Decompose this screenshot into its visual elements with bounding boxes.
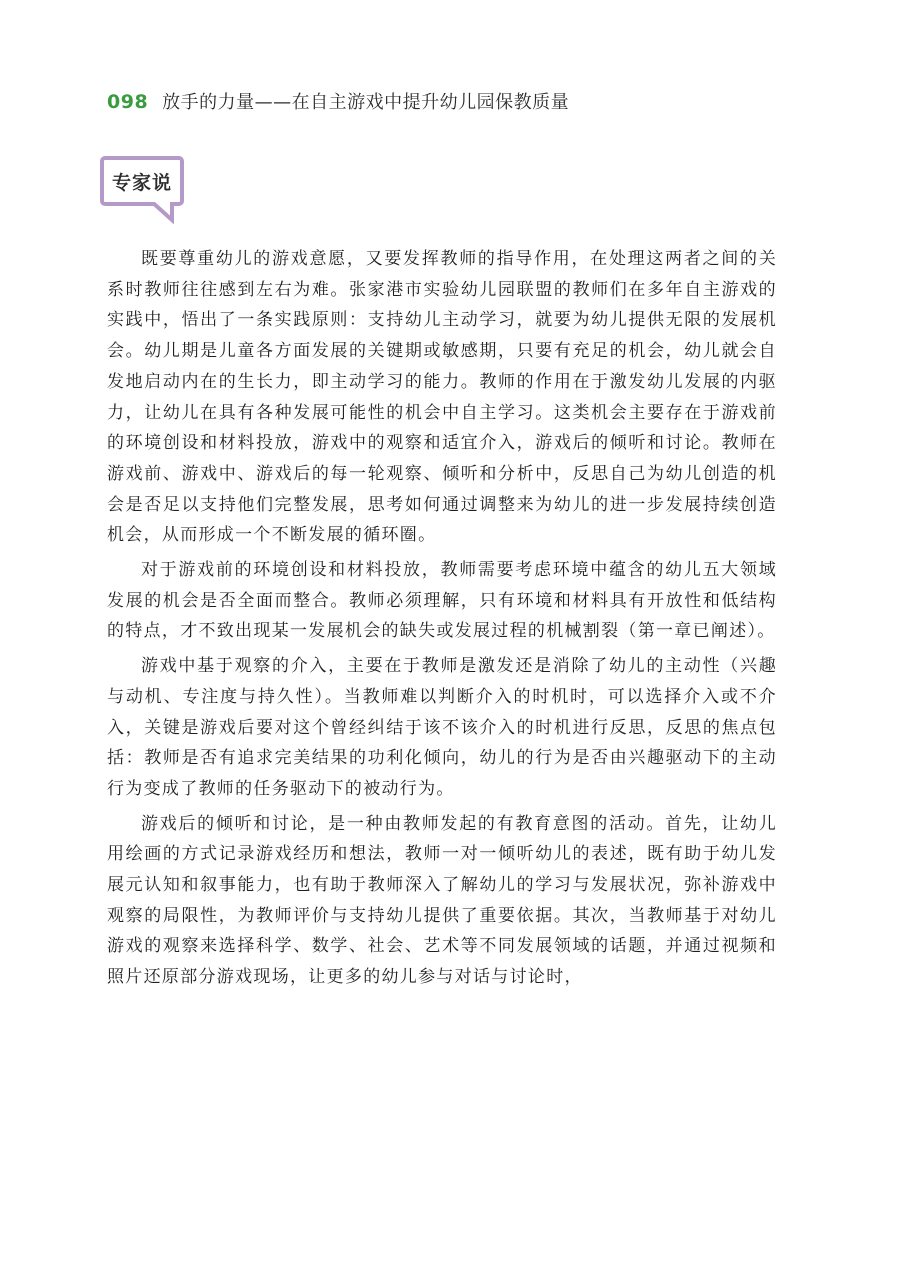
paragraph: 既要尊重幼儿的游戏意愿，又要发挥教师的指导作用，在处理这两者之间的关系时教师往往感到左右为难。张家港市实验幼儿园联盟的教师们在多年自主游戏的实践中，悟出了一条实践原则：支持幼儿主动学习，就要为幼儿提供无限的发展机会。幼儿期是儿童各方面发展的关键期或敏感期，只要有充足的机会，幼儿就会自发地启动内在的生长力，即主动学习的能力。教师的作用在于激发幼儿发展的内驱力，让幼儿在具有各种发展可能性的机会中自主学习。这类机会主要存在于游戏前的环境创设和材料投放，游戏中的观察和适宜介入，游戏后的倾听和讨论。教师在游戏前、游戏中、游戏后的每一轮观察、倾听和分析中，反思自己为幼儿创造的机会是否足以支持他们完整发展，思考如何通过调整来为幼儿的进一步发展持续创造机会，从而形成一个不断发展的循环圈。 [107, 249, 777, 546]
section-callout [100, 156, 200, 222]
paragraph: 对于游戏前的环境创设和材料投放，教师需要考虑环境中蕴含的幼儿五大领域发展的机会是否全面而整合。教师必须理解，只有环境和材料具有开放性和低结构的特点，才不致出现某一发展机会的缺失或发展过程的机械割裂（第一章已阐述）。 [107, 560, 777, 642]
paragraph: 游戏后的倾听和讨论，是一种由教师发起的有教育意图的活动。首先，让幼儿用绘画的方式记录游戏经历和想法，教师一对一倾听幼儿的表述，既有助于幼儿发展元认知和叙事能力，也有助于教师深入了解幼儿的学习与发展状况，弥补游戏中观察的局限性，为教师评价与支持幼儿提供了重要依据。其次，当教师基于对幼儿游戏的观察来选择科学、数学、社会、艺术等不同发展领域的话题，并通过视频和照片还原部分游戏现场，让更多的幼儿参与对话与讨论时， [107, 813, 777, 988]
page-header [107, 88, 569, 114]
running-title: 放手的力量——在自主游戏中提升幼儿园保教质量 [162, 92, 570, 113]
page-number: 098 [107, 91, 149, 113]
paragraph: 游戏中基于观察的介入，主要在于教师是激发还是消除了幼儿的主动性（兴趣与动机、专注度与持久性）。当教师难以判断介入的时机时，可以选择介入或不介入，关键是游戏后要对这个曾经纠结于该不该介入的时机进行反思，反思的焦点包括：教师是否有追求完美结果的功利化倾向，幼儿的行为是否由兴趣驱动下的主动行为变成了教师的任务驱动下的被动行为。 [107, 656, 777, 799]
section-label: 专家说 [111, 171, 172, 194]
body-text [107, 244, 777, 997]
